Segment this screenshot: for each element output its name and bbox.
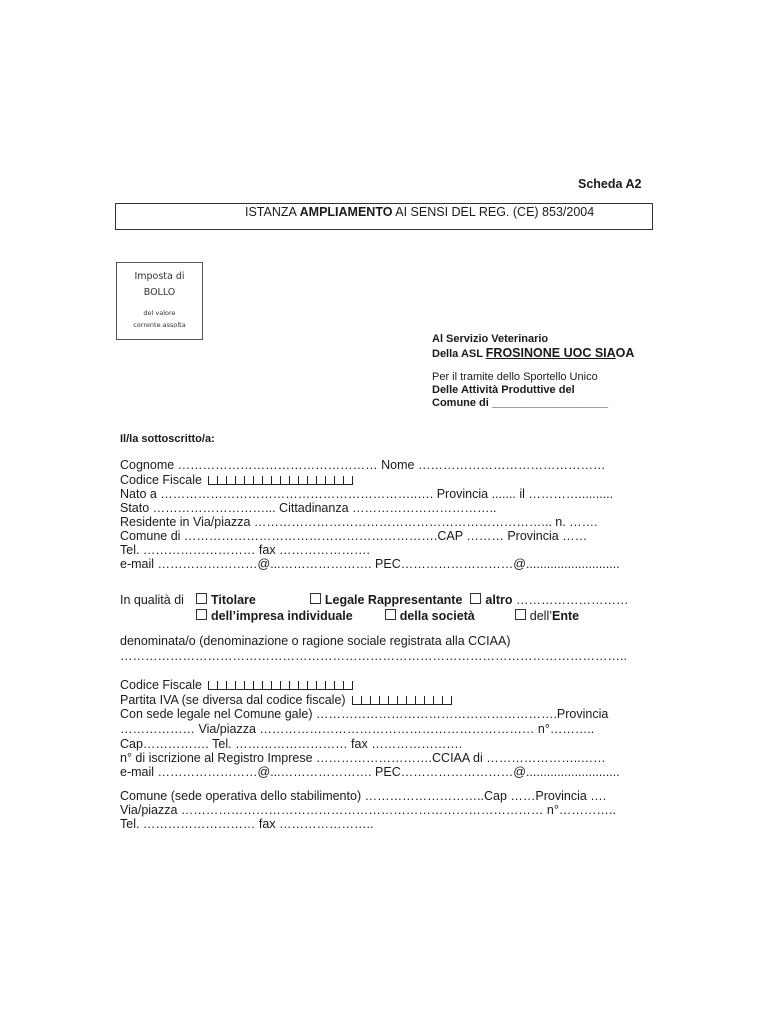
denominata-label: denominata/o (denominazione o ragione sociale registrata alla CCIAA): [120, 634, 511, 648]
titolare-checkbox[interactable]: [196, 593, 207, 604]
email-field[interactable]: e-mail ……………………@...…………………. PEC………………………@...........................: [120, 557, 620, 571]
societa-checkbox[interactable]: [385, 609, 396, 620]
title-bold: AMPLIAMENTO: [299, 205, 393, 219]
cf-label: Codice Fiscale: [120, 473, 202, 487]
altro-label: altro: [485, 593, 513, 607]
piva-boxes[interactable]: [352, 694, 452, 705]
bollo-line2: BOLLO: [143, 287, 176, 298]
stato-field[interactable]: Stato ………………………... Cittadinanza ……………………………..: [120, 501, 497, 515]
sede-operativa-tel-field[interactable]: Tel. ……………………… fax …………………..: [120, 817, 374, 831]
impresa-option[interactable]: [194, 609, 353, 623]
applicant-heading: Il/la sottoscritto/a:: [120, 433, 215, 445]
legale-option[interactable]: [308, 593, 463, 607]
piva-label: Partita IVA (se diversa dal codice fiscale): [120, 693, 346, 707]
recipient-line2: [432, 346, 634, 360]
scheda-label: Scheda A2: [578, 177, 642, 191]
company-email-field[interactable]: e-mail ……………………@...…………………. PEC………………………@...........................: [120, 765, 620, 779]
legale-label: Legale Rappresentante: [324, 593, 463, 607]
recipient-asl-suffix: OA: [615, 346, 635, 360]
sede-operativa-via-field[interactable]: Via/piazza …………………………………………………………………………… n°…………..: [120, 803, 616, 817]
title-suffix: AI SENSI DEL REG. (CE) 853/2004: [392, 205, 595, 219]
company-via-field[interactable]: ……………… Via/piazza ………………………………………………………… n°………..: [120, 722, 595, 736]
titolare-label: Titolare: [210, 593, 256, 607]
company-cf-boxes[interactable]: [208, 679, 353, 690]
registro-imprese-field[interactable]: n° di iscrizione al Registro Imprese ……………………….CCIAA di …………………..……: [120, 751, 606, 765]
bollo-line4: corrente assolta: [133, 321, 186, 329]
company-cf-label: Codice Fiscale: [120, 678, 202, 692]
societa-option[interactable]: [383, 609, 475, 623]
altro-option[interactable]: [468, 593, 628, 607]
tel-field[interactable]: Tel. ……………………… fax ………………….: [120, 543, 371, 557]
altro-checkbox[interactable]: [470, 593, 481, 604]
sede-operativa-comune-field[interactable]: Comune (sede operativa dello stabilimento) ………………………..Cap ……Provincia ….: [120, 789, 607, 803]
ente-prefix: dell’: [529, 609, 553, 623]
impresa-label: dell’impresa individuale: [211, 609, 353, 623]
legale-checkbox[interactable]: [310, 593, 321, 604]
bollo-stamp-box: [116, 262, 203, 340]
qualita-row2: [194, 609, 579, 623]
company-codice-fiscale-field[interactable]: [120, 678, 353, 692]
denominata-field[interactable]: …………………………………………………………………………………………………………..: [120, 649, 627, 663]
company-cap-tel-field[interactable]: Cap……………. Tel. ……………………… fax ………………….: [120, 737, 463, 751]
recipient-line5: Comune di ___________________: [432, 397, 609, 409]
applicant-codice-fiscale-field[interactable]: [120, 473, 353, 487]
recipient-asl-name: FROSINONE UOC SIA: [485, 346, 616, 360]
nato-field[interactable]: Nato a ……………………………………………………..…. Provincia ....... il …………..........: [120, 487, 614, 501]
form-title: [245, 205, 594, 219]
bollo-line3: del valore: [143, 309, 176, 317]
recipient-line4: Delle Attività Produttive del: [432, 384, 575, 396]
qualita-row1: [120, 593, 628, 607]
recipient-line3: Per il tramite dello Sportello Unico: [432, 371, 598, 383]
impresa-checkbox[interactable]: [196, 609, 207, 620]
societa-label: della società: [399, 609, 475, 623]
titolare-option[interactable]: [194, 593, 256, 607]
qualita-label: In qualità di: [120, 593, 184, 607]
ente-option[interactable]: [513, 609, 579, 623]
bollo-line1: Imposta di: [134, 271, 185, 282]
altro-dots[interactable]: ………………………: [515, 593, 629, 607]
comune-field[interactable]: Comune di …………………………………………………….CAP ……… Provincia ……: [120, 529, 588, 543]
ente-label: Ente: [552, 609, 580, 623]
partita-iva-field[interactable]: [120, 693, 452, 707]
cognome-nome-field[interactable]: Cognome ………………………………………… Nome ………………………………………: [120, 458, 606, 472]
sede-legale-field[interactable]: Con sede legale nel Comune gale) ………………………………………………….Provincia: [120, 707, 609, 721]
ente-checkbox[interactable]: [515, 609, 526, 620]
cf-boxes[interactable]: [208, 474, 353, 485]
recipient-line1: Al Servizio Veterinario: [432, 333, 549, 345]
residente-field[interactable]: Residente in Via/piazza ……………………………………………………………... n. …….: [120, 515, 598, 529]
title-prefix: ISTANZA: [245, 205, 300, 219]
recipient-asl-prefix: Della ASL: [432, 348, 486, 360]
